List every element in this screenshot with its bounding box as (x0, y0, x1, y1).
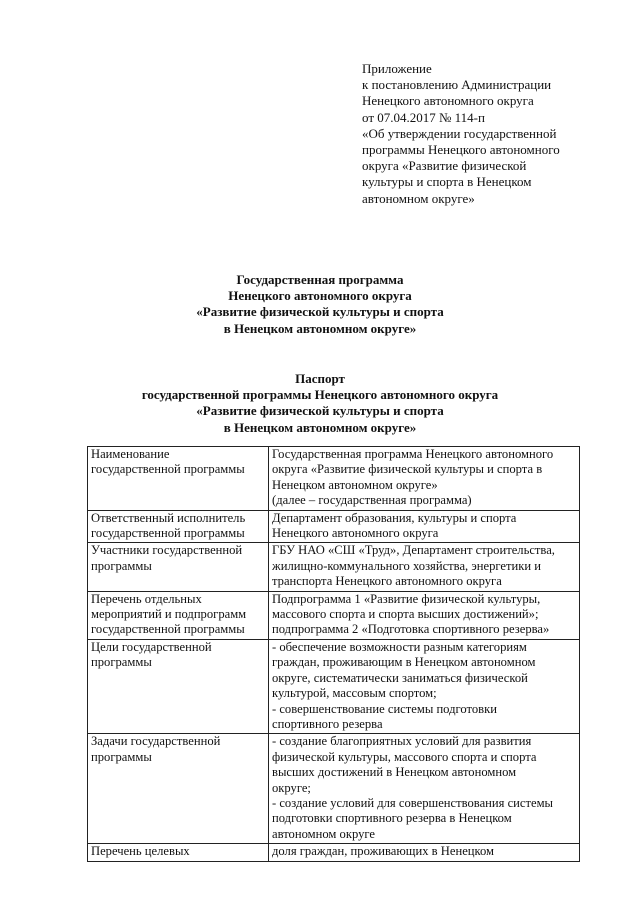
value-line: округе; (272, 780, 311, 795)
program-title (0, 272, 640, 337)
value-line: - создание благоприятных условий для развития (272, 734, 532, 749)
label-line: государственной программы (91, 526, 245, 541)
value-line: - обеспечение возможности разным категориям (272, 639, 527, 654)
value-line: (далее – государственная программа) (272, 493, 472, 508)
label-line: государственной программы (91, 622, 245, 637)
passport-title-line: государственной программы Ненецкого автономного округа (141, 387, 499, 403)
value-line: Подпрограмма 1 «Развитие физической культуры, (272, 591, 541, 606)
appendix-line: округа «Развитие физической (362, 158, 527, 174)
program-title-line: в Ненецком автономном округе» (223, 320, 417, 336)
row-value (269, 510, 580, 543)
value-line: - создание условий для совершенствования системы (272, 795, 554, 810)
label-line: Цели государственной (91, 639, 212, 654)
row-value (269, 844, 580, 861)
value-line: доля граждан, проживающих в Ненецком (272, 844, 495, 859)
value-line: массового спорта и спорта высших достижений»; (272, 607, 539, 622)
table-row (88, 734, 580, 844)
row-label (88, 734, 269, 844)
value-line: подпрограмма 2 «Подготовка спортивного резерва» (272, 622, 550, 637)
value-line: Государственная программа Ненецкого автономного (272, 447, 554, 461)
value-line: округе, систематически заниматься физической (272, 670, 528, 685)
appendix-line: Ненецкого автономного округа (362, 93, 534, 109)
label-line: Ответственный исполнитель (91, 510, 246, 525)
row-value (269, 639, 580, 733)
label-line: государственной программы (91, 462, 245, 477)
label-line: мероприятий и подпрограмм (91, 607, 247, 622)
value-line: культурой, массовым спортом; (272, 686, 437, 701)
table-row (88, 639, 580, 733)
passport-title-line: Паспорт (295, 371, 345, 386)
value-line: физической культуры, массового спорта и спорта (272, 749, 537, 764)
row-label (88, 510, 269, 543)
label-line: Участники государственной (91, 543, 243, 558)
value-line: Департамент образования, культуры и спорта (272, 510, 517, 525)
table-row (88, 447, 580, 511)
program-title-line: Государственная программа (236, 272, 404, 287)
passport-title (0, 371, 640, 436)
value-line: транспорта Ненецкого автономного округа (272, 574, 502, 589)
value-line: граждан, проживающим в Ненецком автономном (272, 655, 536, 670)
row-label (88, 591, 269, 639)
appendix-block (362, 61, 602, 207)
appendix-line: Приложение (362, 61, 432, 76)
row-label (88, 844, 269, 861)
value-line: Ненецкого автономного округа (272, 526, 439, 541)
row-value (269, 591, 580, 639)
appendix-line: автономном округе» (362, 190, 475, 206)
row-value (269, 734, 580, 844)
value-line: жилищно-коммунального хозяйства, энергетики и (272, 558, 541, 573)
passport-title-line: «Развитие физической культуры и спорта (196, 403, 444, 419)
label-line: программы (91, 655, 152, 670)
program-title-line: Ненецкого автономного округа (228, 288, 412, 304)
value-line: - совершенствование системы подготовки (272, 701, 497, 716)
value-line: Ненецком автономном округе» (272, 477, 438, 492)
value-line: округа «Развитие физической культуры и спорта в (272, 462, 543, 477)
label-line: Наименование (91, 447, 170, 461)
row-label (88, 639, 269, 733)
appendix-line: «Об утверждении государственной (362, 125, 557, 141)
value-line: высших достижений в Ненецком автономном (272, 765, 517, 780)
appendix-line: к постановлению Администрации (362, 77, 552, 93)
appendix-line: программы Ненецкого автономного (362, 142, 560, 158)
appendix-line: культуры и спорта в Ненецком (362, 174, 532, 190)
table-row (88, 844, 580, 861)
label-line: Перечень целевых (91, 844, 190, 859)
value-line: ГБУ НАО «СШ «Труд», Департамент строительства, (272, 543, 555, 558)
row-value (269, 447, 580, 511)
passport-table (87, 446, 580, 862)
label-line: Задачи государственной (91, 734, 221, 749)
passport-title-line: в Ненецком автономном округе» (223, 419, 417, 435)
label-line: программы (91, 558, 152, 573)
value-line: автономном округе (272, 826, 375, 841)
table-row (88, 510, 580, 543)
label-line: программы (91, 749, 152, 764)
label-line: Перечень отдельных (91, 591, 202, 606)
table-row (88, 543, 580, 591)
value-line: подготовки спортивного резерва в Ненецком (272, 811, 512, 826)
row-value (269, 543, 580, 591)
value-line: спортивного резерва (272, 716, 383, 731)
appendix-line: от 07.04.2017 № 114-п (362, 109, 485, 125)
row-label (88, 543, 269, 591)
program-title-line: «Развитие физической культуры и спорта (196, 304, 444, 320)
table-row (88, 591, 580, 639)
row-label (88, 447, 269, 511)
